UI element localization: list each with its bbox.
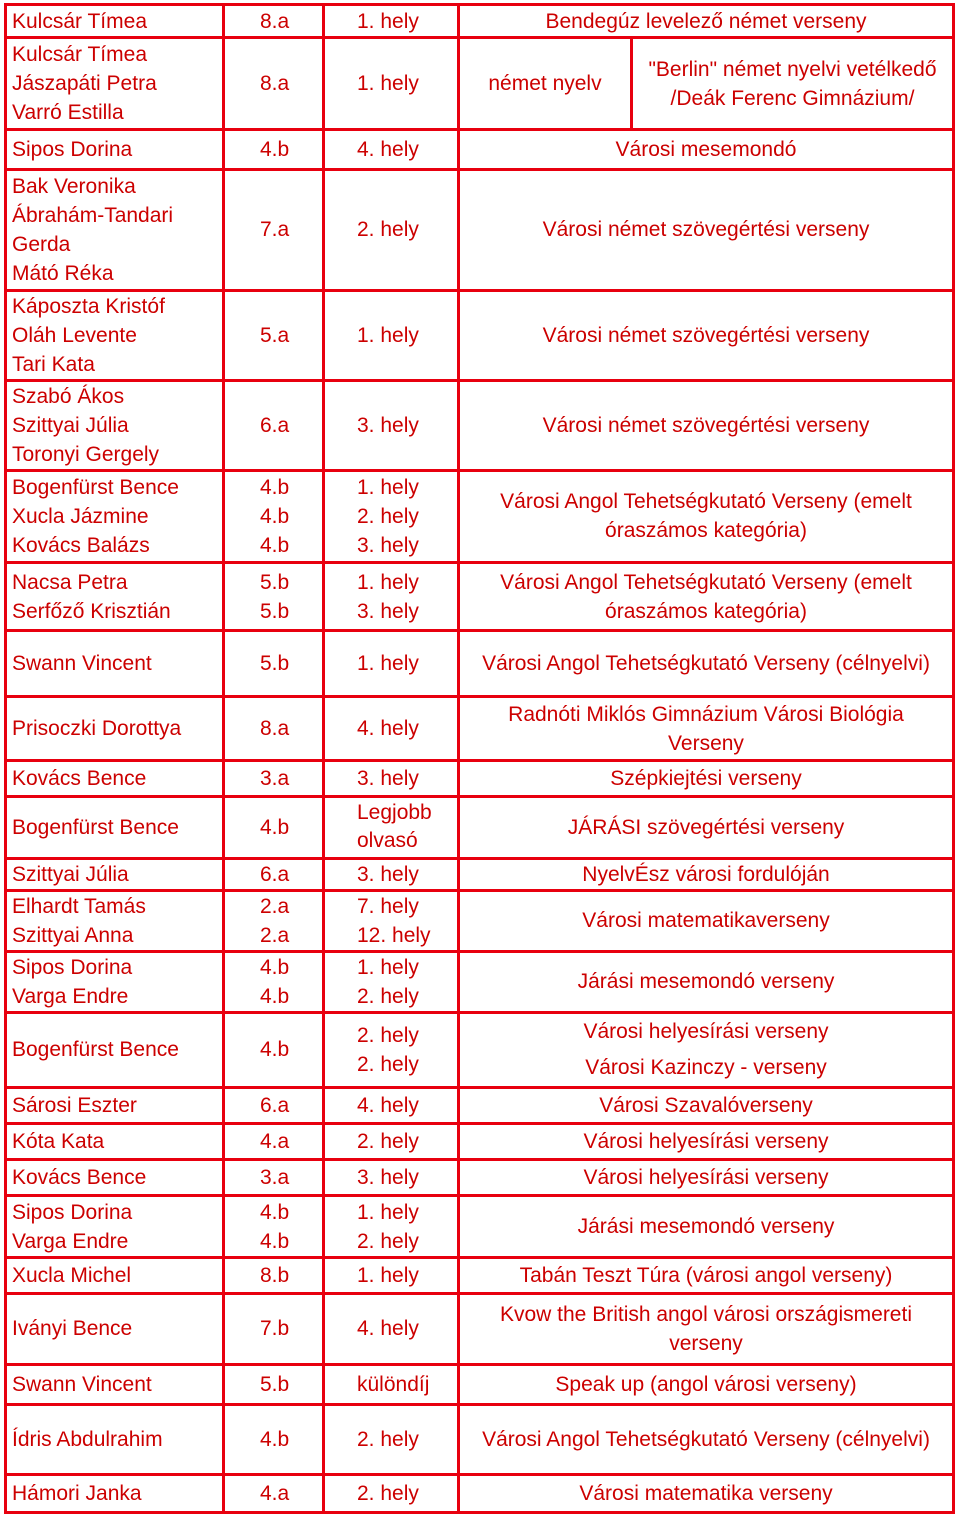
class-value: 4.b bbox=[260, 504, 290, 528]
competition-name: "Berlin" német nyelvi vetélkedő /Deák Ferenc Gimnázium/ bbox=[648, 57, 937, 110]
class-value: 4.b bbox=[260, 138, 290, 162]
class-value: 5.b bbox=[260, 652, 290, 676]
competition-cell bbox=[459, 1404, 954, 1474]
class-value: 4.b bbox=[260, 533, 290, 557]
placement-value: 3. hely bbox=[357, 862, 419, 886]
competition-name: Városi német szövegértési verseny bbox=[542, 218, 870, 242]
student-names-cell bbox=[6, 5, 224, 38]
student-name: Kovács Bence bbox=[12, 766, 147, 790]
student-name: Tari Kata bbox=[12, 352, 95, 376]
class-value: 4.b bbox=[260, 1200, 290, 1224]
placement-cell bbox=[324, 1088, 459, 1124]
placement-value: 1. hely bbox=[357, 1200, 419, 1224]
class-cell bbox=[224, 380, 324, 470]
competition-cell bbox=[459, 38, 954, 130]
competition-cell bbox=[459, 796, 954, 858]
class-cell bbox=[224, 290, 324, 380]
student-name: Swann Vincent bbox=[12, 652, 152, 676]
placement-value: 2. hely bbox=[357, 218, 419, 242]
placement-value: 3. hely bbox=[357, 1166, 419, 1190]
student-name: Szabó Ákos bbox=[12, 384, 125, 408]
competition-name: Városi német szövegértési verseny bbox=[542, 413, 870, 437]
table-row bbox=[6, 5, 954, 38]
student-names-cell bbox=[6, 858, 224, 890]
placement-value: 1. hely bbox=[357, 475, 419, 499]
student-names-cell bbox=[6, 563, 224, 631]
competition-cell bbox=[459, 130, 954, 170]
placement-cell bbox=[324, 1364, 459, 1404]
placement-cell bbox=[324, 1258, 459, 1294]
class-value: 4.a bbox=[260, 1130, 290, 1154]
student-names-cell bbox=[6, 697, 224, 761]
student-names-cell bbox=[6, 796, 224, 858]
student-name: Toronyi Gergely bbox=[12, 442, 160, 466]
table-row bbox=[6, 380, 954, 470]
student-names-cell bbox=[6, 890, 224, 951]
table-row bbox=[6, 1088, 954, 1124]
class-value: 7.a bbox=[260, 218, 290, 242]
placement-value: 2. hely bbox=[357, 504, 419, 528]
table-row bbox=[6, 38, 954, 130]
class-value: 7.b bbox=[260, 1317, 290, 1341]
table-row bbox=[6, 1012, 954, 1087]
placement-cell bbox=[324, 1474, 459, 1512]
placement-cell bbox=[324, 951, 459, 1012]
placement-value: 1. hely bbox=[357, 323, 419, 347]
student-names-cell bbox=[6, 761, 224, 796]
class-value: 5.a bbox=[260, 323, 290, 347]
placement-value: 1. hely bbox=[357, 9, 419, 33]
competition-cell bbox=[459, 470, 954, 562]
student-name: Jászapáti Petra bbox=[12, 72, 157, 96]
table-row bbox=[6, 563, 954, 631]
placement-value: 2. hely bbox=[357, 1023, 419, 1047]
competition-cell bbox=[459, 1160, 954, 1196]
competition-name: Városi Angol Tehetségkutató Verseny (célnyelvi) bbox=[482, 1427, 930, 1451]
placement-value: 4. hely bbox=[357, 138, 419, 162]
student-name: Varró Estilla bbox=[12, 101, 124, 125]
student-name: Káposzta Kristóf bbox=[12, 294, 165, 318]
student-names-cell bbox=[6, 1404, 224, 1474]
class-cell bbox=[224, 1160, 324, 1196]
placement-value: 3. hely bbox=[357, 599, 419, 623]
table-row bbox=[6, 1404, 954, 1474]
class-value: 4.a bbox=[260, 1481, 290, 1505]
placement-value: 1. hely bbox=[357, 72, 419, 96]
class-value: 4.b bbox=[260, 1229, 290, 1253]
class-value: 6.a bbox=[260, 862, 290, 886]
class-cell bbox=[224, 130, 324, 170]
competition-name: Városi német szövegértési verseny bbox=[542, 323, 870, 347]
competition-cell bbox=[459, 563, 954, 631]
placement-value: 1. hely bbox=[357, 955, 419, 979]
student-name: Prisoczki Dorottya bbox=[12, 717, 182, 741]
class-value: 4.b bbox=[260, 1427, 290, 1451]
competition-name: Városi helyesírási verseny bbox=[583, 1019, 829, 1043]
competition-cell bbox=[459, 1258, 954, 1294]
placement-value: Legjobb olvasó bbox=[357, 801, 432, 853]
student-names-cell bbox=[6, 631, 224, 697]
placement-cell bbox=[324, 1124, 459, 1160]
student-names-cell bbox=[6, 170, 224, 290]
placement-cell bbox=[324, 130, 459, 170]
table-row bbox=[6, 858, 954, 890]
class-value: 8.a bbox=[260, 717, 290, 741]
placement-cell bbox=[324, 796, 459, 858]
table-row bbox=[6, 290, 954, 380]
placement-value: 2. hely bbox=[357, 1427, 419, 1451]
student-name: Szittyai Anna bbox=[12, 923, 134, 947]
competition-cell bbox=[459, 1364, 954, 1404]
placement-value: 7. hely bbox=[357, 894, 419, 918]
student-name: Iványi Bence bbox=[12, 1317, 133, 1341]
placement-value: 1. hely bbox=[357, 652, 419, 676]
class-value: 2.a bbox=[260, 894, 290, 918]
competition-name: Városi Angol Tehetségkutató Verseny (emelt óraszámos kategória) bbox=[500, 570, 912, 623]
competition-name: Városi mesemondó bbox=[615, 138, 797, 162]
student-name: Bogenfürst Bence bbox=[12, 1038, 179, 1062]
student-names-cell bbox=[6, 1474, 224, 1512]
results-table bbox=[4, 3, 955, 1514]
competition-name: Speak up (angol városi verseny) bbox=[555, 1372, 857, 1396]
placement-cell bbox=[324, 1294, 459, 1364]
placement-cell bbox=[324, 470, 459, 562]
table-row bbox=[6, 1124, 954, 1160]
competition-cell bbox=[459, 890, 954, 951]
table-row bbox=[6, 890, 954, 951]
student-name: Mátó Réka bbox=[12, 261, 114, 285]
competition-name: Városi helyesírási verseny bbox=[583, 1166, 829, 1190]
student-names-cell bbox=[6, 130, 224, 170]
placement-cell bbox=[324, 631, 459, 697]
student-names-cell bbox=[6, 1294, 224, 1364]
placement-cell bbox=[324, 290, 459, 380]
class-value: 5.b bbox=[260, 1372, 290, 1396]
placement-value: 4. hely bbox=[357, 1317, 419, 1341]
table-row bbox=[6, 761, 954, 796]
class-cell bbox=[224, 38, 324, 130]
table-row bbox=[6, 1160, 954, 1196]
competition-name: Bendegúz levelező német verseny bbox=[545, 9, 867, 33]
class-cell bbox=[224, 697, 324, 761]
student-name: Kovács Balázs bbox=[12, 533, 150, 557]
class-value: 8.a bbox=[260, 72, 290, 96]
placement-value: 2. hely bbox=[357, 1052, 419, 1076]
student-names-cell bbox=[6, 1124, 224, 1160]
class-value: 6.a bbox=[260, 413, 290, 437]
competition-name: JÁRÁSI szövegértési verseny bbox=[567, 815, 845, 839]
competition-cell bbox=[459, 1012, 954, 1087]
student-name: Sipos Dorina bbox=[12, 138, 133, 162]
competition-cell bbox=[459, 290, 954, 380]
competition-cell bbox=[459, 858, 954, 890]
competition-cell bbox=[459, 1196, 954, 1258]
student-names-cell bbox=[6, 1088, 224, 1124]
placement-cell bbox=[324, 38, 459, 130]
class-cell bbox=[224, 563, 324, 631]
placement-cell bbox=[324, 170, 459, 290]
class-value: 5.b bbox=[260, 570, 290, 594]
competition-cell bbox=[459, 697, 954, 761]
class-cell bbox=[224, 1294, 324, 1364]
competition-name: Kvow the British angol városi országismereti verseny bbox=[499, 1302, 912, 1355]
class-cell bbox=[224, 631, 324, 697]
student-name: Kovács Bence bbox=[12, 1166, 147, 1190]
class-value: 8.b bbox=[260, 1264, 290, 1288]
student-name: Kulcsár Tímea bbox=[12, 9, 147, 33]
competition-name: Városi Angol Tehetségkutató Verseny (célnyelvi) bbox=[482, 652, 930, 676]
student-name: Nacsa Petra bbox=[12, 570, 128, 594]
class-value: 4.b bbox=[260, 955, 290, 979]
placement-value: 3. hely bbox=[357, 413, 419, 437]
competition-name: Városi Kazinczy - verseny bbox=[585, 1055, 827, 1079]
class-value: 3.a bbox=[260, 1166, 290, 1190]
competition-cell bbox=[459, 170, 954, 290]
student-names-cell bbox=[6, 290, 224, 380]
student-name: Bogenfürst Bence bbox=[12, 475, 179, 499]
student-names-cell bbox=[6, 951, 224, 1012]
class-cell bbox=[224, 470, 324, 562]
competition-name: Városi matematikaverseny bbox=[582, 909, 830, 933]
competition-name: Szépkiejtési verseny bbox=[610, 766, 802, 790]
student-name: Szittyai Júlia bbox=[12, 862, 129, 886]
student-name: Ídris Abdulrahim bbox=[12, 1427, 163, 1451]
subject-value: német nyelv bbox=[460, 39, 633, 128]
competition-name: Járási mesemondó verseny bbox=[577, 970, 835, 994]
table-row bbox=[6, 470, 954, 562]
competition-name: NyelvÉsz városi fordulóján bbox=[582, 862, 830, 886]
placement-cell bbox=[324, 697, 459, 761]
student-name: Bak Veronika bbox=[12, 174, 136, 198]
class-value: 8.a bbox=[260, 9, 290, 33]
student-name: Ábrahám-Tandari Gerda bbox=[12, 203, 174, 256]
table-row bbox=[6, 697, 954, 761]
student-name: Sárosi Eszter bbox=[12, 1094, 137, 1118]
placement-value: 1. hely bbox=[357, 1264, 419, 1288]
competition-cell bbox=[459, 1474, 954, 1512]
placement-cell bbox=[324, 563, 459, 631]
class-cell bbox=[224, 1196, 324, 1258]
placement-cell bbox=[324, 858, 459, 890]
competition-cell bbox=[459, 380, 954, 470]
placement-value: 4. hely bbox=[357, 1094, 419, 1118]
student-name: Varga Endre bbox=[12, 1229, 129, 1253]
student-name: Szittyai Júlia bbox=[12, 413, 129, 437]
class-cell bbox=[224, 1012, 324, 1087]
class-cell bbox=[224, 1364, 324, 1404]
student-names-cell bbox=[6, 1364, 224, 1404]
student-name: Sipos Dorina bbox=[12, 1200, 133, 1224]
class-cell bbox=[224, 170, 324, 290]
student-names-cell bbox=[6, 1196, 224, 1258]
placement-value: 3. hely bbox=[357, 766, 419, 790]
student-name: Bogenfürst Bence bbox=[12, 815, 179, 839]
table-row bbox=[6, 130, 954, 170]
class-cell bbox=[224, 1124, 324, 1160]
student-names-cell bbox=[6, 380, 224, 470]
student-names-cell bbox=[6, 1258, 224, 1294]
student-name: Kulcsár Tímea bbox=[12, 43, 147, 67]
student-name: Hámori Janka bbox=[12, 1481, 142, 1505]
student-names-cell bbox=[6, 470, 224, 562]
table-row bbox=[6, 951, 954, 1012]
class-value: 4.b bbox=[260, 475, 290, 499]
class-cell bbox=[224, 1474, 324, 1512]
competition-name: Radnóti Miklós Gimnázium Városi Biológia Verseny bbox=[508, 702, 904, 755]
student-name: Sipos Dorina bbox=[12, 955, 133, 979]
student-name: Elhardt Tamás bbox=[12, 894, 146, 918]
table-row bbox=[6, 170, 954, 290]
placement-cell bbox=[324, 1196, 459, 1258]
class-value: 4.b bbox=[260, 1038, 290, 1062]
placement-value: 3. hely bbox=[357, 533, 419, 557]
student-name: Swann Vincent bbox=[12, 1372, 152, 1396]
competition-cell bbox=[459, 1124, 954, 1160]
placement-value: 12. hely bbox=[357, 923, 431, 947]
competition-name: Városi Angol Tehetségkutató Verseny (emelt óraszámos kategória) bbox=[500, 490, 912, 543]
class-cell bbox=[224, 1258, 324, 1294]
placement-value: 4. hely bbox=[357, 717, 419, 741]
competition-cell bbox=[459, 951, 954, 1012]
student-name: Xucla Michel bbox=[12, 1264, 132, 1288]
placement-cell bbox=[324, 761, 459, 796]
competition-name: Városi Szavalóverseny bbox=[599, 1094, 813, 1118]
table-row bbox=[6, 1364, 954, 1404]
class-value: 4.b bbox=[260, 984, 290, 1008]
placement-cell bbox=[324, 1160, 459, 1196]
table-row bbox=[6, 1196, 954, 1258]
competition-cell bbox=[459, 631, 954, 697]
student-names-cell bbox=[6, 1012, 224, 1087]
placement-cell bbox=[324, 5, 459, 38]
competition-name: Járási mesemondó verseny bbox=[577, 1215, 835, 1239]
placement-cell bbox=[324, 380, 459, 470]
student-names-cell bbox=[6, 1160, 224, 1196]
class-value: 2.a bbox=[260, 923, 290, 947]
placement-value: 1. hely bbox=[357, 570, 419, 594]
class-cell bbox=[224, 858, 324, 890]
class-cell bbox=[224, 761, 324, 796]
placement-cell bbox=[324, 1404, 459, 1474]
student-names-cell bbox=[6, 38, 224, 130]
placement-value: 2. hely bbox=[357, 1130, 419, 1154]
table-row bbox=[6, 1294, 954, 1364]
competition-split bbox=[460, 39, 952, 128]
class-value: 3.a bbox=[260, 766, 290, 790]
class-value: 4.b bbox=[260, 815, 290, 839]
competition-cell bbox=[459, 1088, 954, 1124]
competition-name: Városi matematika verseny bbox=[579, 1481, 833, 1505]
class-value: 5.b bbox=[260, 599, 290, 623]
student-name: Kóta Kata bbox=[12, 1130, 105, 1154]
table-row bbox=[6, 796, 954, 858]
class-cell bbox=[224, 1088, 324, 1124]
class-cell bbox=[224, 1404, 324, 1474]
placement-value: különdíj bbox=[357, 1372, 430, 1396]
placement-value: 2. hely bbox=[357, 1229, 419, 1253]
competition-cell bbox=[459, 761, 954, 796]
class-cell bbox=[224, 951, 324, 1012]
class-value: 6.a bbox=[260, 1094, 290, 1118]
class-cell bbox=[224, 796, 324, 858]
placement-cell bbox=[324, 890, 459, 951]
table-row bbox=[6, 1474, 954, 1512]
table-row bbox=[6, 631, 954, 697]
competition-name: Tabán Teszt Túra (városi angol verseny) bbox=[519, 1264, 893, 1288]
table-row bbox=[6, 1258, 954, 1294]
competition-cell bbox=[459, 5, 954, 38]
competition-name: Városi helyesírási verseny bbox=[583, 1130, 829, 1154]
results-body bbox=[6, 5, 954, 1513]
student-name: Varga Endre bbox=[12, 984, 129, 1008]
student-name: Oláh Levente bbox=[12, 323, 137, 347]
class-cell bbox=[224, 890, 324, 951]
placement-value: 2. hely bbox=[357, 984, 419, 1008]
student-name: Serfőző Krisztián bbox=[12, 599, 171, 623]
placement-value: 2. hely bbox=[357, 1481, 419, 1505]
class-cell bbox=[224, 5, 324, 38]
placement-cell bbox=[324, 1012, 459, 1087]
student-name: Xucla Jázmine bbox=[12, 504, 149, 528]
competition-cell bbox=[459, 1294, 954, 1364]
